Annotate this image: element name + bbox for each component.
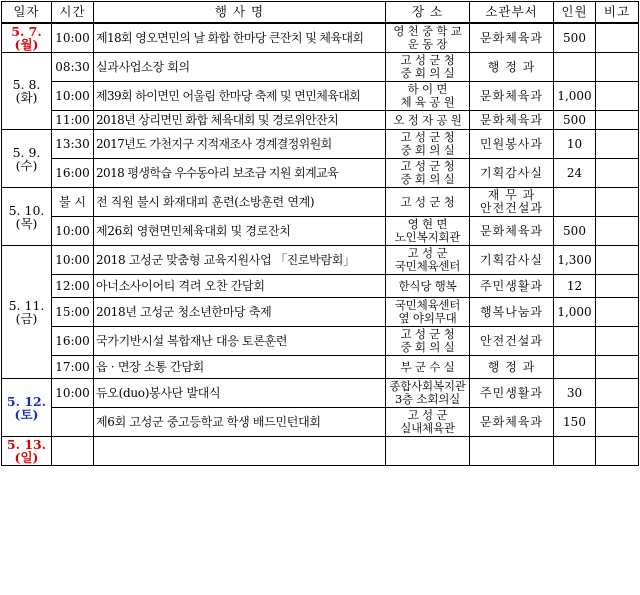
date-cell: 5. 8. (화) bbox=[2, 53, 52, 130]
table-row bbox=[2, 379, 639, 408]
time-cell: 10:00 bbox=[52, 217, 94, 246]
people-cell: 1,300 bbox=[554, 246, 596, 275]
header-time: 시간 bbox=[52, 2, 94, 24]
time-cell: 12:00 bbox=[52, 275, 94, 298]
dept-cell: 문화체육과 bbox=[470, 408, 554, 437]
event-cell: 아너소사이어티 격려 오찬 간담회 bbox=[94, 275, 386, 298]
dept-cell: 재 무 과 안전건설과 bbox=[470, 188, 554, 217]
note-cell bbox=[596, 159, 639, 188]
table-row bbox=[2, 298, 639, 327]
people-cell: 500 bbox=[554, 217, 596, 246]
people-cell bbox=[554, 327, 596, 356]
place-cell: 영 현 면 노인복지회관 bbox=[386, 217, 470, 246]
dept-cell: 민원봉사과 bbox=[470, 130, 554, 159]
table-row bbox=[2, 327, 639, 356]
dept-cell bbox=[470, 437, 554, 466]
people-cell: 500 bbox=[554, 23, 596, 53]
place-cell: 고 성 군 청 중 회 의 실 bbox=[386, 159, 470, 188]
table-row bbox=[2, 246, 639, 275]
header-people: 인원 bbox=[554, 2, 596, 24]
time-cell bbox=[52, 437, 94, 466]
people-cell: 1,000 bbox=[554, 298, 596, 327]
table-row bbox=[2, 408, 639, 437]
note-cell bbox=[596, 188, 639, 217]
weekly-schedule-table bbox=[1, 1, 639, 466]
people-cell: 24 bbox=[554, 159, 596, 188]
event-cell: 전 직원 불시 화재대피 훈련(소방훈련 연계) bbox=[94, 188, 386, 217]
people-cell: 12 bbox=[554, 275, 596, 298]
note-cell bbox=[596, 111, 639, 130]
dept-cell: 주민생활과 bbox=[470, 379, 554, 408]
place-cell bbox=[386, 437, 470, 466]
table-row bbox=[2, 130, 639, 159]
note-cell bbox=[596, 437, 639, 466]
place-cell: 고 성 군 청 중 회 의 실 bbox=[386, 130, 470, 159]
event-cell: 2018 평생학습 우수동아리 보조금 지원 회계교육 bbox=[94, 159, 386, 188]
dept-cell: 안전건설과 bbox=[470, 327, 554, 356]
people-cell bbox=[554, 53, 596, 82]
time-cell: 13:30 bbox=[52, 130, 94, 159]
people-cell bbox=[554, 356, 596, 379]
event-cell: 제26회 영현면민체육대회 및 경로잔치 bbox=[94, 217, 386, 246]
table-row bbox=[2, 275, 639, 298]
place-cell: 고 성 군 청 중 회 의 실 bbox=[386, 327, 470, 356]
table-row bbox=[2, 53, 639, 82]
note-cell bbox=[596, 217, 639, 246]
people-cell: 10 bbox=[554, 130, 596, 159]
time-cell: 10:00 bbox=[52, 246, 94, 275]
date-cell: 5. 10. (목) bbox=[2, 188, 52, 246]
note-cell bbox=[596, 130, 639, 159]
header-place: 장 소 bbox=[386, 2, 470, 24]
time-cell bbox=[52, 408, 94, 437]
date-cell: 5. 12. (토) bbox=[2, 379, 52, 437]
event-cell: 읍 · 면장 소통 간담회 bbox=[94, 356, 386, 379]
event-cell: 제39회 하이면민 어울림 한마당 축제 및 면민체육대회 bbox=[94, 82, 386, 111]
note-cell bbox=[596, 379, 639, 408]
time-cell: 15:00 bbox=[52, 298, 94, 327]
place-cell: 고 성 군 청 중 회 의 실 bbox=[386, 53, 470, 82]
table-row bbox=[2, 82, 639, 111]
event-cell: 2018 고성군 맞춤형 교육지원사업 「진로박람회」 bbox=[94, 246, 386, 275]
event-cell: 실과사업소장 회의 bbox=[94, 53, 386, 82]
note-cell bbox=[596, 246, 639, 275]
people-cell: 30 bbox=[554, 379, 596, 408]
place-cell: 오 정 자 공 원 bbox=[386, 111, 470, 130]
header-date: 일자 bbox=[2, 2, 52, 24]
date-cell: 5. 13. (일) bbox=[2, 437, 52, 466]
dept-cell: 행복나눔과 bbox=[470, 298, 554, 327]
time-cell: 16:00 bbox=[52, 159, 94, 188]
place-cell: 하 이 면 체 육 공 원 bbox=[386, 82, 470, 111]
dept-cell: 기획감사실 bbox=[470, 159, 554, 188]
place-cell: 한식당 행복 bbox=[386, 275, 470, 298]
date-cell: 5. 9. (수) bbox=[2, 130, 52, 188]
people-cell: 150 bbox=[554, 408, 596, 437]
note-cell bbox=[596, 82, 639, 111]
table-row bbox=[2, 356, 639, 379]
note-cell bbox=[596, 53, 639, 82]
note-cell bbox=[596, 275, 639, 298]
dept-cell: 기획감사실 bbox=[470, 246, 554, 275]
people-cell bbox=[554, 188, 596, 217]
table-row bbox=[2, 437, 639, 466]
table-row bbox=[2, 188, 639, 217]
time-cell: 불 시 bbox=[52, 188, 94, 217]
place-cell: 고 성 군 실내체육관 bbox=[386, 408, 470, 437]
dept-cell: 주민생활과 bbox=[470, 275, 554, 298]
place-cell: 영 천 중 학 교 운 동 장 bbox=[386, 23, 470, 53]
header-note: 비고 bbox=[596, 2, 639, 24]
header-dept: 소관부서 bbox=[470, 2, 554, 24]
place-cell: 부 군 수 실 bbox=[386, 356, 470, 379]
place-cell: 고 성 군 국민체육센터 bbox=[386, 246, 470, 275]
table-row bbox=[2, 23, 639, 53]
event-cell: 2018년 고성군 청소년한마당 축제 bbox=[94, 298, 386, 327]
dept-cell: 문화체육과 bbox=[470, 23, 554, 53]
dept-cell: 문화체육과 bbox=[470, 82, 554, 111]
time-cell: 08:30 bbox=[52, 53, 94, 82]
dept-cell: 문화체육과 bbox=[470, 217, 554, 246]
time-cell: 10:00 bbox=[52, 379, 94, 408]
people-cell: 1,000 bbox=[554, 82, 596, 111]
event-cell: 2018년 상리면민 화합 체육대회 및 경로위안잔치 bbox=[94, 111, 386, 130]
dept-cell: 행 정 과 bbox=[470, 356, 554, 379]
place-cell: 고 성 군 청 bbox=[386, 188, 470, 217]
note-cell bbox=[596, 23, 639, 53]
time-cell: 10:00 bbox=[52, 82, 94, 111]
note-cell bbox=[596, 327, 639, 356]
place-cell: 종합사회복지관 3층 소회의실 bbox=[386, 379, 470, 408]
time-cell: 10:00 bbox=[52, 23, 94, 53]
event-cell: 제18회 영오면민의 날 화합 한마당 큰잔치 및 체육대회 bbox=[94, 23, 386, 53]
date-cell: 5. 11. (금) bbox=[2, 246, 52, 379]
table-row bbox=[2, 111, 639, 130]
people-cell bbox=[554, 437, 596, 466]
header-event: 행 사 명 bbox=[94, 2, 386, 24]
note-cell bbox=[596, 298, 639, 327]
event-cell: 2017년도 가천지구 지적재조사 경계결정위원회 bbox=[94, 130, 386, 159]
time-cell: 16:00 bbox=[52, 327, 94, 356]
event-cell bbox=[94, 437, 386, 466]
table-row bbox=[2, 159, 639, 188]
header-row bbox=[2, 2, 639, 24]
date-cell: 5. 7. (월) bbox=[2, 23, 52, 53]
place-cell: 국민체육센터 옆 야외무대 bbox=[386, 298, 470, 327]
event-cell: 듀오(duo)봉사단 발대식 bbox=[94, 379, 386, 408]
time-cell: 11:00 bbox=[52, 111, 94, 130]
dept-cell: 행 정 과 bbox=[470, 53, 554, 82]
time-cell: 17:00 bbox=[52, 356, 94, 379]
dept-cell: 문화체육과 bbox=[470, 111, 554, 130]
event-cell: 국가기반시설 복합재난 대응 토론훈련 bbox=[94, 327, 386, 356]
note-cell bbox=[596, 356, 639, 379]
event-cell: 제6회 고성군 중고등학교 학생 배드민턴대회 bbox=[94, 408, 386, 437]
table-row bbox=[2, 217, 639, 246]
people-cell: 500 bbox=[554, 111, 596, 130]
schedule-document bbox=[1, 1, 639, 466]
note-cell bbox=[596, 408, 639, 437]
